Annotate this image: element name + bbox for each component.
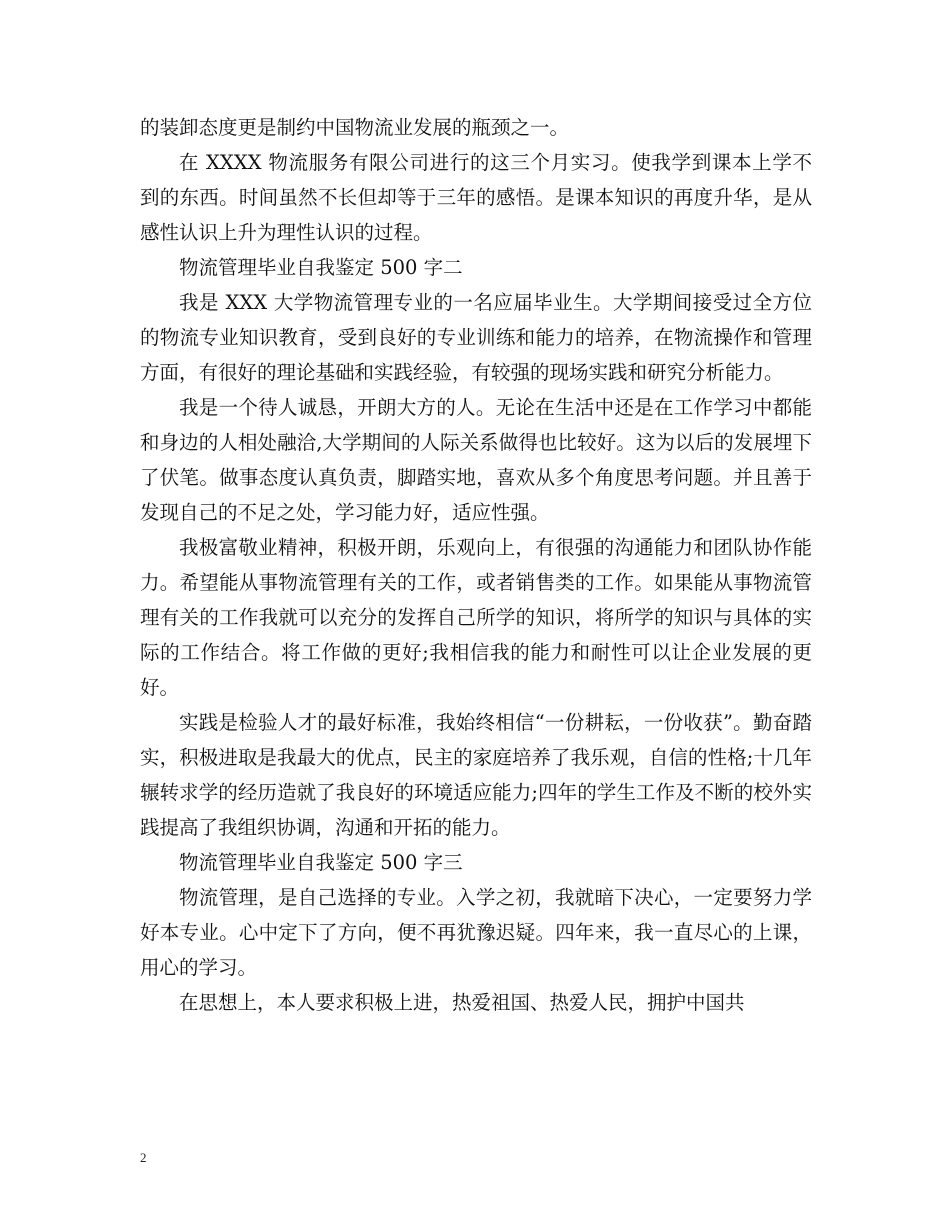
- paragraph-4: 我是一个待人诚恳，开朗大方的人。无论在生活中还是在工作学习中都能和身边的人相处融洽,大学期间的人际关系做得也比较好。这为以后的发展埋下了伏笔。做事态度认真负责，脚踏实地，喜欢从多个角度思考问题。并且善于发现自己的不足之处，学习能力好，适应性强。: [140, 396, 812, 524]
- paragraph-8: 在思想上，本人要求积极上进，热爱祖国、热爱人民，拥护中国共: [179, 991, 745, 1014]
- paragraph-5: 我极富敬业精神，积极开朗，乐观向上，有很强的沟通能力和团队协作能力。希望能从事物流管理有关的工作，或者销售类的工作。如果能从事物流管理有关的工作我就可以充分的发挥自己所学的知识，将所学的知识与具体的实际的工作结合。将工作做的更好;我相信我的能力和耐性可以让企业发展的更好。: [140, 536, 812, 699]
- paragraph-3: 我是 XXX 大学物流管理专业的一名应届毕业生。大学期间接受过全方位的物流专业知识教育，受到良好的专业训练和能力的培养，在物流操作和管理方面，有很好的理论基础和实践经验，有较强的现场实践和研究分析能力。: [140, 291, 812, 384]
- section-heading-2: 物流管理毕业自我鉴定 500 字二: [179, 256, 463, 279]
- paragraph-2: 在 XXXX 物流服务有限公司进行的这三个月实习。使我学到课本上学不到的东西。时间虽然不长但却等于三年的感悟。是课本知识的再度升华，是从感性认识上升为理性认识的过程。: [140, 151, 812, 244]
- paragraph-6: 实践是检验人才的最好标准，我始终相信“一份耕耘，一份收获”。勤奋踏实，积极进取是我最大的优点，民主的家庭培养了我乐观，自信的性格;十几年辗转求学的经历造就了我良好的环境适应能力;四年的学生工作及不断的校外实践提高了我组织协调，沟通和开拓的能力。: [140, 711, 812, 839]
- document-body: [140, 110, 812, 1020]
- section-heading-3: 物流管理毕业自我鉴定 500 字三: [179, 851, 463, 874]
- page-number: 2: [140, 1150, 147, 1165]
- paragraph-1: 的装卸态度更是制约中国物流业发展的瓶颈之一。: [140, 116, 570, 139]
- paragraph-7: 物流管理，是自己选择的专业。入学之初，我就暗下决心，一定要努力学好本专业。心中定下了方向，便不再犹豫迟疑。四年来，我一直尽心的上课，用心的学习。: [140, 886, 812, 979]
